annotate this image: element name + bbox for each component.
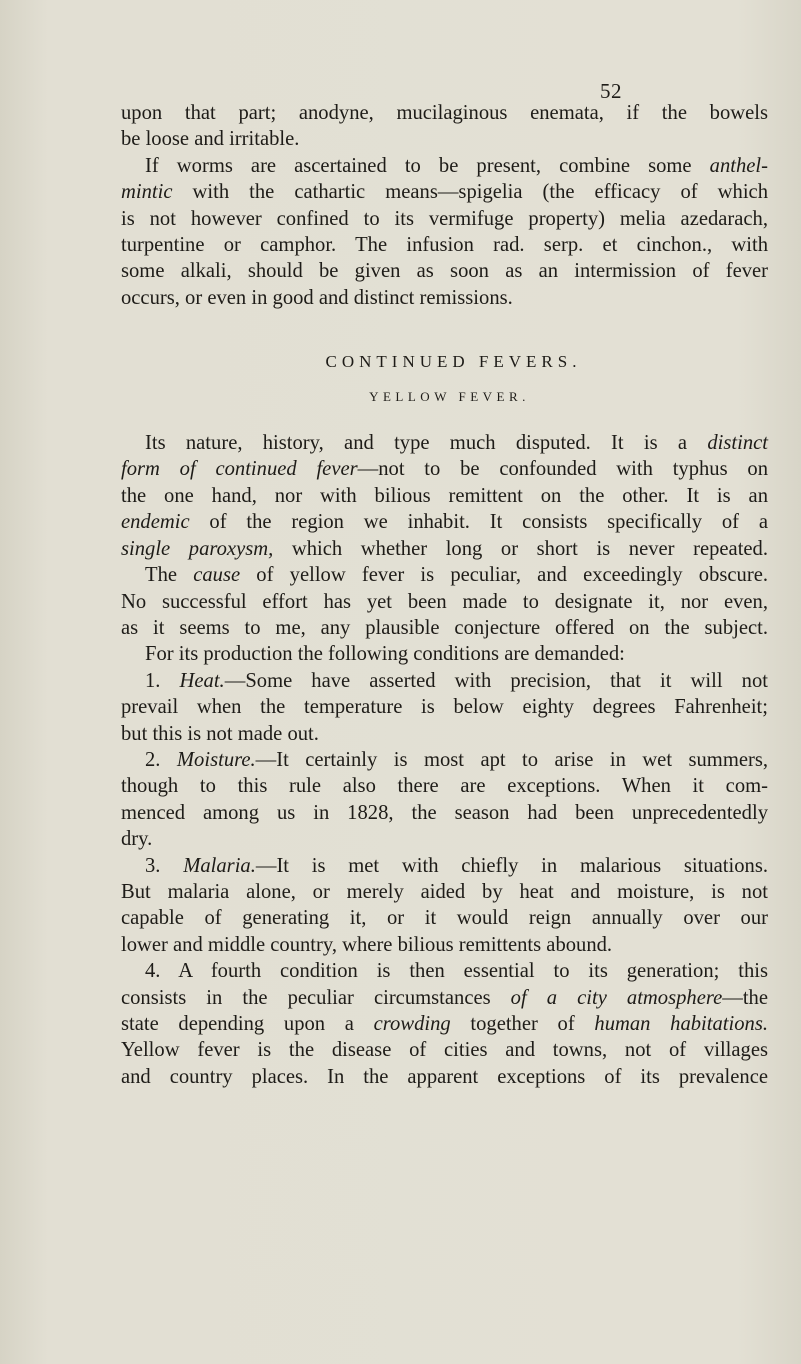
text-line: occurs, or even in good and distinct remissions. (121, 286, 513, 309)
text-line: some alkali, should be given as soon as an intermission of fever (121, 260, 768, 283)
italic-span: distinct (707, 432, 768, 455)
text-line (121, 853, 768, 879)
text-line: For its production the following conditions are demanded: (145, 643, 625, 666)
page-number: 52 (600, 79, 622, 103)
text-span: together of (450, 1013, 595, 1035)
italic-span: single paroxysm, (121, 537, 274, 560)
text-span: If worms are ascertained to be present, combine some (145, 154, 710, 177)
section-heading: CONTINUED FEVERS. (325, 352, 582, 372)
list-item-heat (121, 668, 768, 747)
paragraph-cause (121, 562, 768, 641)
text-span: of the region we inhabit. It consists specifically of a (189, 511, 768, 534)
item-label: Malaria. (183, 854, 256, 877)
italic-span: of a city atmosphere (510, 986, 723, 1009)
text-line: upon that part; anodyne, mucilaginous enemata, if the bowels (121, 102, 768, 124)
text-line: But malaria alone, or merely aided by heat and moisture, is not (121, 880, 768, 903)
text-line: though to this rule also there are exceptions. When it com- (121, 775, 768, 798)
text-line: prevail when the temperature is below eighty degrees Fahrenheit; (121, 696, 768, 719)
subsection-heading: YELLOW FEVER. (369, 388, 530, 404)
text-line: menced among us in 1828, the season had been unprecedentedly (121, 801, 768, 824)
italic-span: endemic (121, 511, 190, 534)
text-line (121, 153, 768, 179)
text-line: the one hand, nor with bilious remittent on the other. It is an (121, 484, 768, 507)
text-line (121, 179, 768, 205)
text-span: —It certainly is most apt to arise in wet summers, (255, 748, 769, 771)
text-line: and country places. In the apparent exceptions of its prevalence (121, 1065, 768, 1088)
text-line: Yellow fever is the disease of cities and towns, not of villages (121, 1039, 768, 1062)
list-item-fourth-condition (121, 958, 768, 1090)
text-line: be loose and irritable. (121, 128, 300, 151)
text-span: The (145, 564, 194, 587)
text-line (121, 562, 768, 588)
text-span: —the (722, 986, 768, 1009)
paragraph-nature (121, 430, 768, 562)
text-line (121, 430, 768, 456)
text-line: 4. A fourth condition is then essential to its generation; this (145, 960, 768, 983)
item-label: Moisture. (176, 748, 256, 771)
text-span: Its nature, history, and type much disputed. It is a (145, 432, 708, 455)
text-line (121, 668, 768, 694)
item-number: 2. (145, 748, 177, 771)
list-item-moisture (121, 747, 768, 853)
text-span: —not to be confounded with typhus on (357, 458, 768, 481)
text-line (121, 509, 768, 535)
paragraph-conditions (121, 641, 768, 667)
italic-span: crowding (373, 1013, 451, 1035)
text-line (121, 1011, 768, 1037)
paragraph-worms (121, 153, 768, 311)
item-label: Heat. (179, 669, 225, 692)
text-line: No successful effort has yet been made to designate it, nor even, (121, 590, 768, 613)
italic-span: anthel- (709, 154, 768, 177)
page-body (121, 100, 768, 1090)
text-line (121, 985, 768, 1011)
paragraph-enemata (121, 100, 768, 153)
italic-span: cause (193, 564, 241, 587)
text-line: as it seems to me, any plausible conjecture offered on the subject. (121, 616, 768, 639)
text-line: lower and middle country, where bilious remittents abound. (121, 933, 613, 956)
text-line: is not however confined to its vermifuge property) melia azedarach, (121, 207, 768, 230)
text-line: capable of generating it, or it would reign annually over our (121, 907, 768, 930)
text-line (121, 747, 768, 773)
text-span: which whether long or short is never repeated. (273, 537, 768, 560)
text-span: —It is met with chiefly in malarious situations. (255, 854, 768, 877)
text-line (121, 456, 768, 482)
text-line: but this is not made out. (121, 722, 319, 745)
item-number: 3. (145, 854, 184, 877)
item-number: 1. (145, 669, 180, 692)
list-item-malaria (121, 853, 768, 959)
text-span: with the cathartic means—spigelia (the efficacy of which (172, 181, 768, 204)
italic-span: mintic (121, 181, 173, 204)
text-span: state depending upon a (121, 1013, 374, 1035)
text-span: —Some have asserted with precision, that it will not (224, 669, 768, 692)
italic-span: human habitations. (594, 1013, 768, 1035)
text-line: dry. (121, 828, 153, 851)
text-span: consists in the peculiar circumstances (121, 986, 511, 1009)
text-span: of yellow fever is peculiar, and exceedingly obscure. (240, 564, 768, 587)
italic-span: form of continued fever (121, 458, 358, 481)
text-line: turpentine or camphor. The infusion rad. serp. et cinchon., with (121, 234, 768, 257)
text-line (121, 536, 768, 562)
